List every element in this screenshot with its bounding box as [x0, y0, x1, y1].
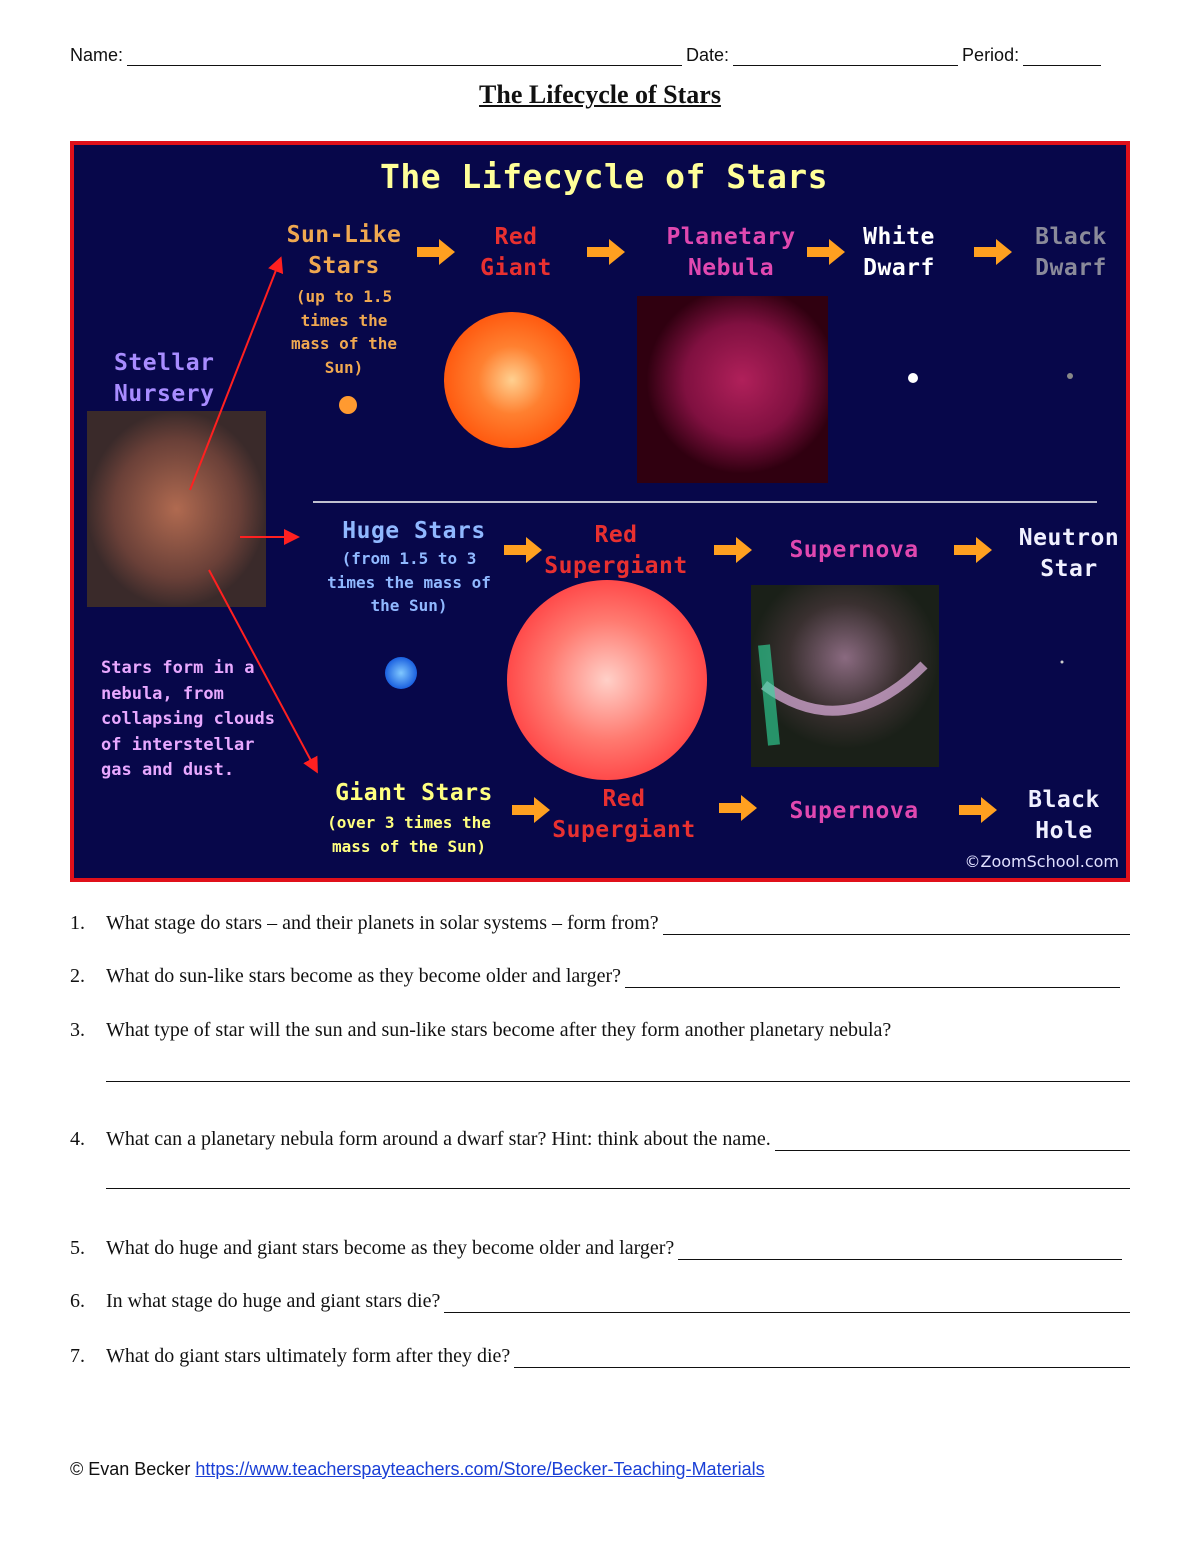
planetary-nebula-label: Planetary Nebula	[666, 224, 796, 281]
period-field[interactable]	[1023, 46, 1101, 66]
question-text: What stage do stars – and their planets in solar systems – form from?	[106, 912, 659, 934]
diagram-title: The Lifecycle of Stars	[379, 157, 829, 196]
white-dwarf-label: White Dwarf	[863, 224, 935, 281]
sun-like-stars-label: Sun-Like Stars	[286, 222, 402, 279]
question-number: 6.	[70, 1290, 85, 1312]
giant-stars-label: Giant Stars	[335, 780, 493, 806]
page-title: The Lifecycle of Stars	[479, 80, 721, 109]
huge-stars-note: (from 1.5 to 3 times the mass of the Sun)	[327, 549, 491, 615]
stellar-nursery-image	[87, 411, 266, 607]
black-hole-label: Black Hole	[1028, 787, 1100, 844]
answer-field[interactable]	[514, 1350, 1130, 1368]
sun-like-star	[339, 396, 357, 414]
question-6	[70, 1290, 1130, 1313]
red-supergiant-label-1: Red Supergiant	[544, 522, 688, 579]
question-2	[70, 965, 1120, 988]
question-number: 7.	[70, 1345, 85, 1367]
question-1	[70, 912, 1130, 935]
question-5	[70, 1237, 1122, 1260]
store-link[interactable]: https://www.teacherspayteachers.com/Store/Becker-Teaching-Materials	[195, 1459, 765, 1479]
question-4	[70, 1128, 1130, 1151]
question-number: 4.	[70, 1128, 85, 1150]
question-3	[70, 1019, 1130, 1042]
sun-like-stars-note: (up to 1.5 times the mass of the Sun)	[291, 287, 397, 377]
giant-stars-note: (over 3 times the mass of the Sun)	[327, 813, 491, 856]
answer-field[interactable]	[775, 1133, 1130, 1151]
question-number: 2.	[70, 965, 85, 987]
date-field[interactable]	[733, 46, 958, 66]
black-dwarf-label: Black Dwarf	[1035, 224, 1107, 281]
question-number: 1.	[70, 912, 85, 934]
neutron-star-label: Neutron Star	[1018, 525, 1120, 582]
worksheet-header	[70, 45, 1125, 66]
question-number: 3.	[70, 1019, 85, 1041]
lifecycle-diagram	[70, 141, 1130, 882]
black-dwarf-star	[1067, 373, 1073, 379]
huge-star	[385, 657, 417, 689]
supernova-label-2: Supernova	[789, 798, 919, 824]
period-label: Period:	[962, 45, 1020, 65]
red-supergiant-label-2: Red Supergiant	[552, 786, 696, 843]
red-giant-star	[444, 312, 580, 448]
answer-field[interactable]	[678, 1242, 1122, 1260]
answer-field[interactable]	[625, 970, 1120, 988]
answer-field[interactable]	[106, 1188, 1130, 1189]
answer-field[interactable]	[106, 1081, 1130, 1082]
huge-stars-label: Huge Stars	[342, 518, 486, 544]
question-text: What type of star will the sun and sun-like stars become after they form another planetary nebula?	[106, 1019, 892, 1041]
question-text: What do giant stars ultimately form after they die?	[106, 1345, 511, 1367]
question-number: 5.	[70, 1237, 85, 1259]
neutron-star	[1061, 661, 1064, 664]
planetary-nebula-image	[637, 296, 828, 483]
footer	[70, 1459, 765, 1480]
answer-field[interactable]	[444, 1295, 1130, 1313]
copyright: © Evan Becker	[70, 1459, 191, 1479]
stellar-nursery-label: Stellar Nursery	[114, 350, 215, 407]
date-label: Date:	[686, 45, 730, 65]
question-text: What can a planetary nebula form around a dwarf star? Hint: think about the name.	[106, 1128, 771, 1150]
white-dwarf-star	[908, 373, 918, 383]
name-label: Name:	[70, 45, 124, 65]
question-text: What do sun-like stars become as they become older and larger?	[106, 965, 621, 987]
name-field[interactable]	[127, 46, 682, 66]
question-text: What do huge and giant stars become as they become older and larger?	[106, 1237, 675, 1259]
nursery-note: Stars form in a nebula, from collapsing clouds of interstellar gas and dust.	[101, 658, 275, 780]
question-7	[70, 1345, 1130, 1368]
question-text: In what stage do huge and giant stars die?	[106, 1290, 441, 1312]
zoomschool-credit: ©ZoomSchool.com	[964, 852, 1119, 871]
red-giant-label: Red Giant	[480, 224, 552, 281]
answer-field[interactable]	[663, 917, 1130, 935]
supernova-label-1: Supernova	[789, 537, 919, 563]
red-supergiant-star	[507, 580, 707, 780]
